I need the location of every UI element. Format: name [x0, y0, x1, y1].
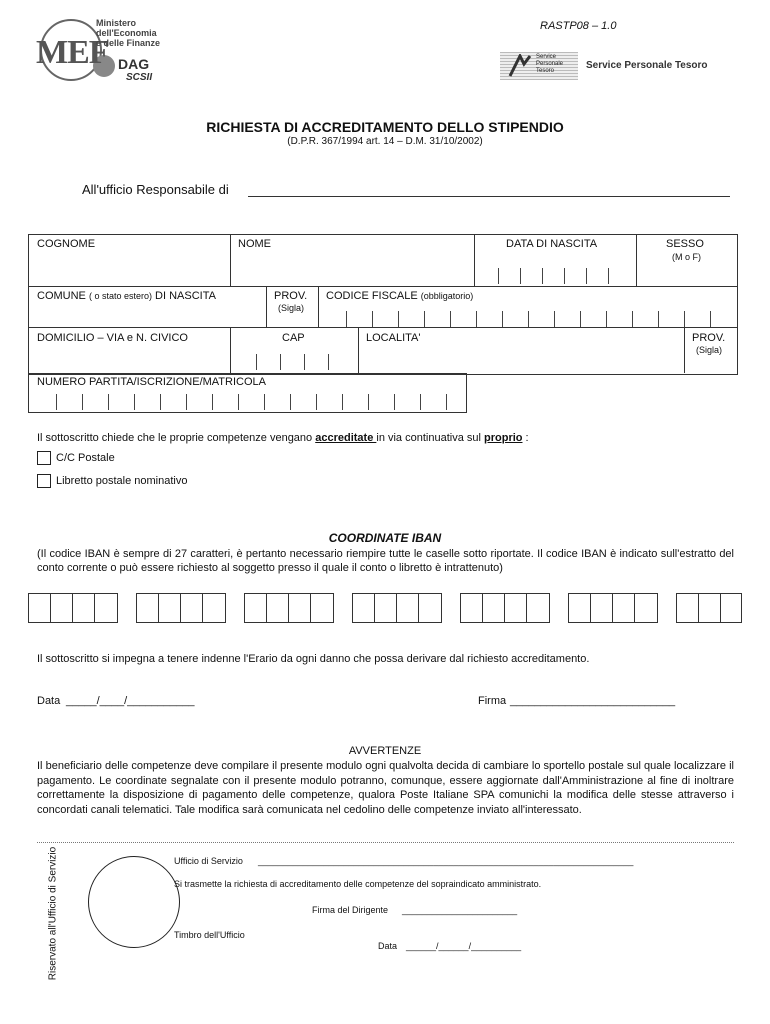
office-label: All'ufficio Responsabile di — [82, 182, 229, 197]
mef-logo — [34, 14, 184, 90]
cf-label — [326, 290, 473, 302]
spt-logo — [500, 52, 708, 82]
grid-divider-1 — [28, 286, 737, 287]
iban-group-1[interactable] — [28, 593, 118, 623]
digit-tick — [684, 311, 685, 327]
mef-acronym: MEF — [36, 34, 109, 71]
digit-tick — [502, 311, 503, 327]
prov-field[interactable] — [268, 314, 316, 326]
libretto-checkbox[interactable] — [37, 474, 51, 488]
spt-small-line3: Tesoro — [536, 68, 555, 74]
digit-tick — [372, 311, 373, 327]
form-code: RASTP08 – 1.0 — [540, 20, 617, 32]
grid-divider-2 — [28, 327, 737, 328]
nome-label: NOME — [238, 238, 271, 250]
spt-emblem-icon — [508, 54, 534, 78]
dag-label: DAG — [118, 56, 150, 72]
iban-group-6[interactable] — [568, 593, 658, 623]
digit-tick — [398, 311, 399, 327]
digit-tick — [328, 354, 329, 370]
digit-tick — [134, 394, 135, 410]
prov2-label: PROV. — [692, 332, 726, 344]
cf-hint: (obbligatorio) — [420, 291, 474, 301]
cognome-field[interactable] — [36, 252, 228, 282]
iban-title: COORDINATE IBAN — [328, 531, 442, 545]
cap-field[interactable] — [232, 350, 356, 372]
digit-tick — [424, 311, 425, 327]
cc-postale-label: C/C Postale — [56, 452, 115, 464]
comune-hint: ( o stato estero) — [88, 291, 152, 301]
trasmette-text: Si trasmette la richiesta di accreditamento delle competenze del sopraindicato amministrato. — [174, 879, 542, 889]
digit-tick — [554, 311, 555, 327]
stamp-circle — [88, 856, 180, 948]
digit-tick — [658, 311, 659, 327]
iban-group-3[interactable] — [244, 593, 334, 623]
digit-tick — [280, 354, 281, 370]
reserved-date-label: Data — [378, 941, 398, 951]
iban-field[interactable] — [28, 593, 740, 623]
digit-tick — [608, 268, 609, 284]
iban-description: (Il codice IBAN è sempre di 27 caratteri, è pertanto necessario riempire tutte le caselle sotto riportate. Il codice IBAN è indicato sull'estratto del conto corrente o può essere richiesto al soggetto presso il quale il conto o libretto è intrattenuto) — [37, 548, 734, 574]
digit-tick — [446, 394, 447, 410]
ufficio-label: Ufficio di Servizio — [174, 856, 243, 866]
digit-tick — [520, 268, 521, 284]
avvertenze-title: AVVERTENZE — [348, 745, 422, 757]
digit-tick — [342, 394, 343, 410]
digit-tick — [160, 394, 161, 410]
digit-tick — [528, 311, 529, 327]
digit-tick — [450, 311, 451, 327]
digit-tick — [476, 311, 477, 327]
request-accreditate: accreditate — [315, 432, 377, 444]
firma-dirigente-label: Firma del Dirigente — [312, 905, 389, 915]
digit-tick — [212, 394, 213, 410]
digit-tick — [56, 394, 57, 410]
comune-suffix: DI NASCITA — [155, 290, 216, 302]
spt-small-line1: Service — [536, 54, 557, 60]
request-text — [37, 432, 529, 444]
firma-dirigente-field[interactable]: _______________________ — [402, 905, 518, 915]
digit-tick — [108, 394, 109, 410]
cf-word: CODICE FISCALE — [326, 290, 418, 302]
row2-sep-b — [318, 286, 319, 327]
digit-tick — [368, 394, 369, 410]
digit-tick — [186, 394, 187, 410]
domicilio-field[interactable] — [36, 346, 228, 370]
sesso-label: SESSO — [666, 238, 704, 250]
spt-small-line2: Personale — [536, 61, 564, 67]
timbro-label: Timbro dell'Ufficio — [174, 930, 245, 940]
digit-tick — [256, 354, 257, 370]
cc-postale-checkbox[interactable] — [37, 451, 51, 465]
avvertenze-text: Il beneficiario delle competenze deve compilare il presente modulo ogni qualvolta decida di cambiare lo sportello postale sul quale localizzare il pagamento. Le coordinate segnalate con il presente modulo potranno, comunque, essere aggiornate dall'Amministrazione al fine di inoltrare correttamente la disposizione di pagamento delle competenze, qualora Poste Italiane SPA comunichi la modifica delle stesse attraverso i concordati canali telematici. Tale modifica sarà comunicata nel cedolino delle competenze inviato all'interessato. — [37, 760, 734, 816]
digit-tick — [542, 268, 543, 284]
spt-small-text — [536, 54, 563, 75]
digit-tick — [82, 394, 83, 410]
digit-tick — [316, 394, 317, 410]
scsii-label: SCSII — [126, 72, 153, 83]
row2-sep-a — [266, 286, 267, 327]
form-subtitle: (D.P.R. 367/1994 art. 14 – D.M. 31/10/2002) — [287, 136, 483, 147]
reserved-date-field[interactable]: ______/______/__________ — [406, 941, 522, 951]
reserved-side-label: Riservato all'Ufficio di Servizio — [47, 846, 59, 981]
digit-tick — [586, 268, 587, 284]
request-before: Il sottoscritto chiede che le proprie competenze vengano — [37, 432, 316, 444]
request-after: : — [522, 432, 529, 444]
date-label: Data — [37, 695, 61, 707]
sesso-hint: (M o F) — [672, 252, 701, 262]
row1-sep-b — [474, 234, 475, 286]
ministry-line2: dell'Economia — [96, 28, 157, 38]
codice-fiscale-field[interactable] — [320, 309, 735, 327]
indemnity-text: Il sottoscritto si impegna a tenere indenne l'Erario da ogni danno che possa derivare dal richiesto accreditamento. — [37, 653, 590, 665]
section-divider — [37, 842, 734, 843]
prov-label: PROV. — [274, 290, 308, 302]
request-proprio: proprio — [484, 432, 523, 444]
ministry-name — [96, 18, 160, 48]
iban-group-5[interactable] — [460, 593, 550, 623]
digit-tick — [290, 394, 291, 410]
matricola-label: NUMERO PARTITA/ISCRIZIONE/MATRICOLA — [37, 376, 266, 388]
row1-sep-a — [230, 234, 231, 286]
prov2-sigla: (Sigla) — [696, 345, 723, 355]
libretto-label: Libretto postale nominativo — [56, 475, 188, 487]
digit-tick — [564, 268, 565, 284]
domicilio-label: DOMICILIO – VIA e N. CIVICO — [37, 332, 188, 344]
digit-tick — [606, 311, 607, 327]
row1-sep-c — [636, 234, 637, 286]
ministry-line3: e delle Finanze — [96, 38, 161, 48]
firma-field[interactable]: ___________________________ — [510, 695, 676, 707]
digit-tick — [394, 394, 395, 410]
digit-tick — [238, 394, 239, 410]
iban-group-4[interactable] — [352, 593, 442, 623]
request-middle: in via continuativa sul — [376, 432, 484, 444]
ministry-line1: Ministero — [96, 18, 137, 28]
row3-sep-a — [230, 327, 231, 373]
digit-tick — [498, 268, 499, 284]
data-nascita-field[interactable] — [476, 256, 634, 284]
nome-field[interactable] — [236, 252, 472, 282]
spt-name: Service Personale Tesoro — [586, 60, 708, 71]
office-field[interactable] — [248, 196, 730, 197]
digit-tick — [632, 311, 633, 327]
digit-tick — [420, 394, 421, 410]
digit-tick — [346, 311, 347, 327]
date-field[interactable]: _____/____/___________ — [66, 695, 195, 707]
iban-group-2[interactable] — [136, 593, 226, 623]
digit-tick — [264, 394, 265, 410]
digit-tick — [710, 311, 711, 327]
ufficio-field[interactable]: ___________________________________________________________________________ — [258, 856, 634, 866]
row3-sep-c — [684, 327, 685, 373]
row3-sep-b — [358, 327, 359, 373]
localita-label: LOCALITA' — [366, 332, 421, 344]
data-nascita-label: DATA DI NASCITA — [506, 238, 598, 250]
comune-field[interactable] — [36, 304, 264, 324]
form-title: RICHIESTA DI ACCREDITAMENTO DELLO STIPENDIO — [206, 119, 564, 135]
firma-label: Firma — [478, 695, 507, 707]
comune-word: COMUNE — [37, 290, 86, 302]
sesso-field[interactable] — [640, 264, 734, 284]
matricola-field[interactable] — [30, 392, 464, 410]
digit-tick — [304, 354, 305, 370]
prov-sigla: (Sigla) — [278, 303, 305, 313]
iban-group-7[interactable] — [676, 593, 742, 623]
localita-field[interactable] — [362, 346, 680, 370]
cap-label: CAP — [282, 332, 305, 344]
comune-label — [37, 290, 216, 302]
digit-tick — [580, 311, 581, 327]
prov2-field[interactable] — [688, 356, 734, 370]
cognome-label: COGNOME — [37, 238, 96, 250]
